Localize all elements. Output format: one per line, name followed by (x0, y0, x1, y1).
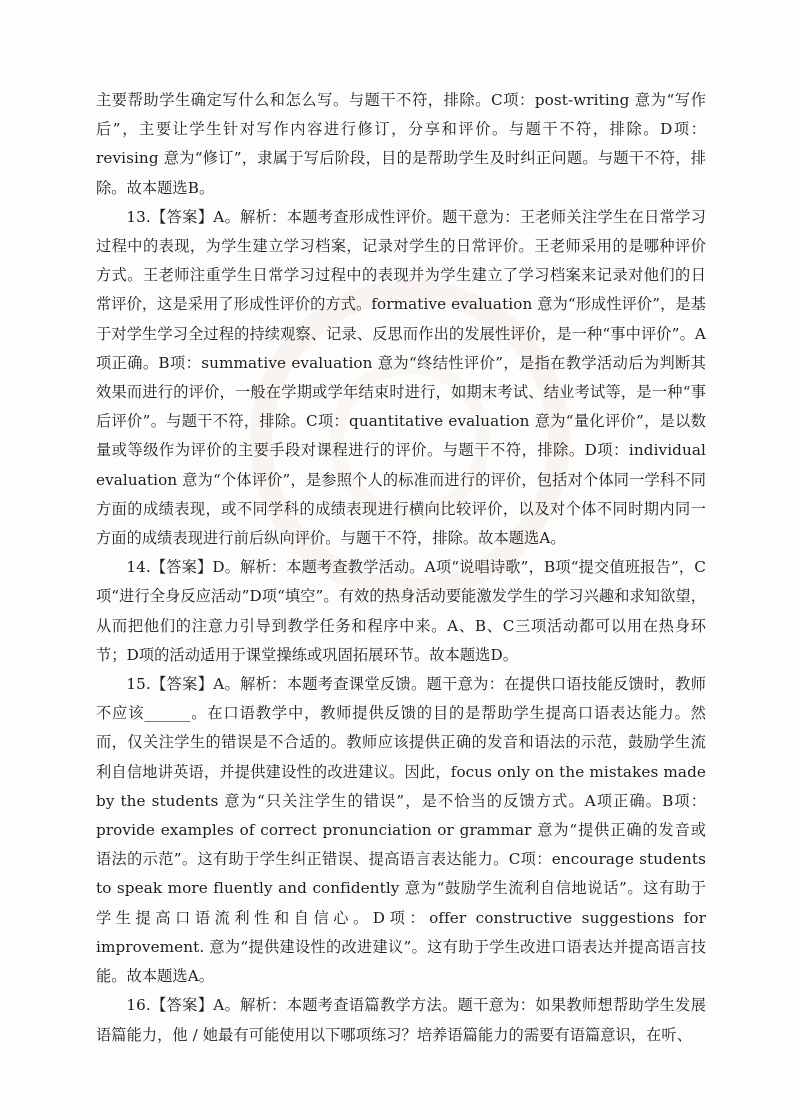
paragraph-q16-answer: 16.【答案】A。解析：本题考查语篇教学方法。题干意为：如果教师想帮助学生发展语篇能力，他 / 她最有可能使用以下哪项练习？培养语篇能力的需要有语篇意识，在听、 (96, 996, 706, 1044)
paragraph-q14-answer: 14.【答案】D。解析：本题考查教学活动。A项“说唱诗歌”，B项“提交值班报告”，C项“进行全身反应活动”D项“填空”。有效的热身活动要能激发学生的学习兴趣和求知欲望，从而把他们的注意力引导到教学任务和程序中来。A、B、C三项活动都可以用在热身环节；D项的活动适用于课堂操练或巩固拓展环节。故本题选D。 (96, 558, 706, 664)
document-body (96, 86, 706, 1050)
paragraph-q13-answer: 13.【答案】A。解析：本题考查形成性评价。题干意为：王老师关注学生在日常学习过程中的表现，为学生建立学习档案，记录对学生的日常评价。王老师采用的是哪种评价方式。王老师注重学生日常学习过程中的表现并为学生建立了学习档案来记录对他们的日常评价，这是采用了形成性评价的方式。formative evaluation 意为“形成性评价”，是基于对学生学习全过程的持续观察、记录、反思而作出的发展性评价，是一种“事中评价”。A项正确。B项：summative evaluation 意为“终结性评价”，是指在教学活动后为判断其效果而进行的评价，一般在学期或学年结束时进行，如期末考试、结业考试等，是一种“事后评价”。与题干不符，排除。C项：quantitative evaluation 意为“量化评价”，是以数量或等级作为评价的主要手段对课程进行的评价。与题干不符，排除。D项：individual evaluation 意为“个体评价”，是参照个人的标准而进行的评价，包括对个体同一学科不同方面的成绩表现，或不同学科的成绩表现进行横向比较评价，以及对个体不同时期内同一方面的成绩表现进行前后纵向评价。与题干不符，排除。故本题选A。 (96, 207, 706, 548)
paragraph-q15-answer: 15.【答案】A。解析：本题考查课堂反馈。题干意为：在提供口语技能反馈时，教师不应该______。在口语教学中，教师提供反馈的目的是帮助学生提高口语表达能力。然而，仅关注学生的错误是不合适的。教师应该提供正确的发音和语法的示范，鼓励学生流利自信地讲英语，并提供建设性的改进建议。因此，focus only on the mistakes made by the students 意为“只关注学生的错误”，是不恰当的反馈方式。A项正确。B项：provide examples of correct pronunciation or grammar 意为“提供正确的发音或语法的示范”。这有助于学生纠正错误、提高语言表达能力。C项：encourage students to speak more fluently and confidently 意为“鼓励学生流利自信地说话”。这有助于学生提高口语流利性和自信心。D项：offer constructive suggestions for improvement. 意为“提供建设性的改进建议”。这有助于学生改进口语表达并提高语言技能。故本题选A。 (96, 675, 706, 986)
paragraph-q12-continuation: 主要帮助学生确定写什么和怎么写。与题干不符，排除。C项：post-writing 意为“写作后”，主要让学生针对写作内容进行修订，分享和评价。与题干不符，排除。D项：revising 意为“修订”，隶属于写后阶段，目的是帮助学生及时纠正问题。与题干不符，排除。故本题选B。 (96, 91, 706, 197)
